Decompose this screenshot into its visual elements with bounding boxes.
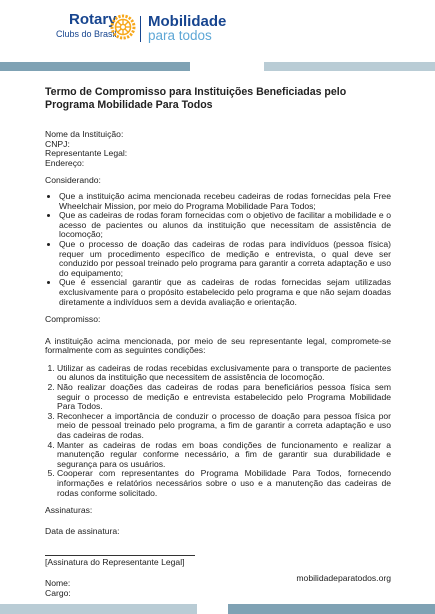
header-band-right bbox=[264, 62, 435, 71]
name-label: Nome: bbox=[45, 577, 71, 588]
position-label: Cargo: bbox=[45, 587, 71, 598]
footer-band-right bbox=[228, 604, 435, 614]
header-band-left bbox=[0, 62, 190, 71]
compromisso-label: Compromisso: bbox=[45, 314, 101, 325]
list-item: • Que a instituição acima mencionada recebeu cadeiras de rodas fornecidas pela Free Wheelchair Mission, por meio do Programa Mobilidade Para Todos; bbox=[59, 192, 391, 211]
field-cnpj: CNPJ: bbox=[45, 138, 70, 149]
list-item: 1. Utilizar as cadeiras de rodas recebidas exclusivamente para o transporte de pacientes ou alunos da instituição que necessitem de assistência de locomoção. bbox=[57, 364, 391, 383]
list-item: • Que é essencial garantir que as cadeiras de rodas fornecidas sejam utilizadas exclusivamente para o propósito estabelecido pelo programa e que não sejam doadas diretamente a indivíduos sem a devida avaliação e orientação. bbox=[59, 278, 391, 307]
signature-line bbox=[45, 555, 195, 556]
rotary-wheel-icon bbox=[110, 14, 136, 40]
list-item: 3. Reconhecer a importância de conduzir o processo de doação para pessoa física por meio de pessoal treinado pelo programa, a fim de garantir a correta adaptação e uso das cadeiras de rodas. bbox=[57, 412, 391, 441]
rotary-subtitle: Clubs do Brasil bbox=[56, 29, 117, 39]
signature-caption: [Assinatura do Representante Legal] bbox=[45, 557, 185, 568]
rotary-logo-text bbox=[56, 12, 117, 40]
list-item: 2. Não realizar doações das cadeiras de rodas para beneficiários pessoa física sem seguir o processo de medição e entrevista estabelecido pelo Programa Mobilidade Para Todos. bbox=[57, 383, 391, 412]
field-legal-representative: Representante Legal: bbox=[45, 148, 128, 159]
field-address: Endereço: bbox=[45, 157, 85, 168]
list-item: • Que as cadeiras de rodas foram fornecidas com o objetivo de facilitar a mobilidade e o acesso de pacientes ou alunos da instituição que necessitam de assistência de locomoção; bbox=[59, 211, 391, 240]
institution-fields bbox=[45, 130, 391, 168]
list-item: • Que o processo de doação das cadeiras de rodas para indivíduos (pessoa física) requer um procedimento específico de medição e entrevista, o qual deve ser conduzido por pessoal treinado pelo programa para garantir a correta adaptação e uso do equipamento; bbox=[59, 240, 391, 278]
assinaturas-label: Assinaturas: bbox=[45, 505, 93, 516]
footer-website: mobilidadeparatodos.org bbox=[296, 573, 391, 583]
document-title: Termo de Compromisso para Instituições Beneficiadas pelo Programa Mobilidade Para Todos bbox=[45, 86, 347, 111]
signature-date-label: Data de assinatura: bbox=[45, 525, 120, 536]
letterhead bbox=[0, 0, 435, 60]
commitment-list bbox=[45, 364, 391, 498]
field-institution-name: Nome da Instituição: bbox=[45, 129, 124, 139]
program-logo-line1: Mobilidade bbox=[148, 13, 227, 30]
footer-band-left bbox=[0, 604, 197, 614]
rotary-wordmark: Rotary bbox=[69, 11, 117, 28]
document-body bbox=[45, 86, 391, 598]
considerando-label: Considerando: bbox=[45, 175, 101, 186]
logo-divider bbox=[140, 16, 141, 42]
list-item: 4. Manter as cadeiras de rodas em boas condições de funcionamento e realizar a manutenção regular conforme necessário, a fim de garantir sua durabilidade e segurança para os usuários. bbox=[57, 441, 391, 470]
commitment-intro: A instituição acima mencionada, por meio de seu representante legal, compromete-se formalmente com as seguintes condições: bbox=[45, 335, 391, 356]
program-logo-line2: para todos bbox=[148, 28, 212, 43]
considerando-list bbox=[45, 192, 391, 307]
list-item: 5. Cooperar com representantes do Programa Mobilidade Para Todos, fornecendo informações e relatórios necessários sobre o uso e a manutenção das cadeiras de rodas conforme solicitado. bbox=[57, 469, 391, 498]
